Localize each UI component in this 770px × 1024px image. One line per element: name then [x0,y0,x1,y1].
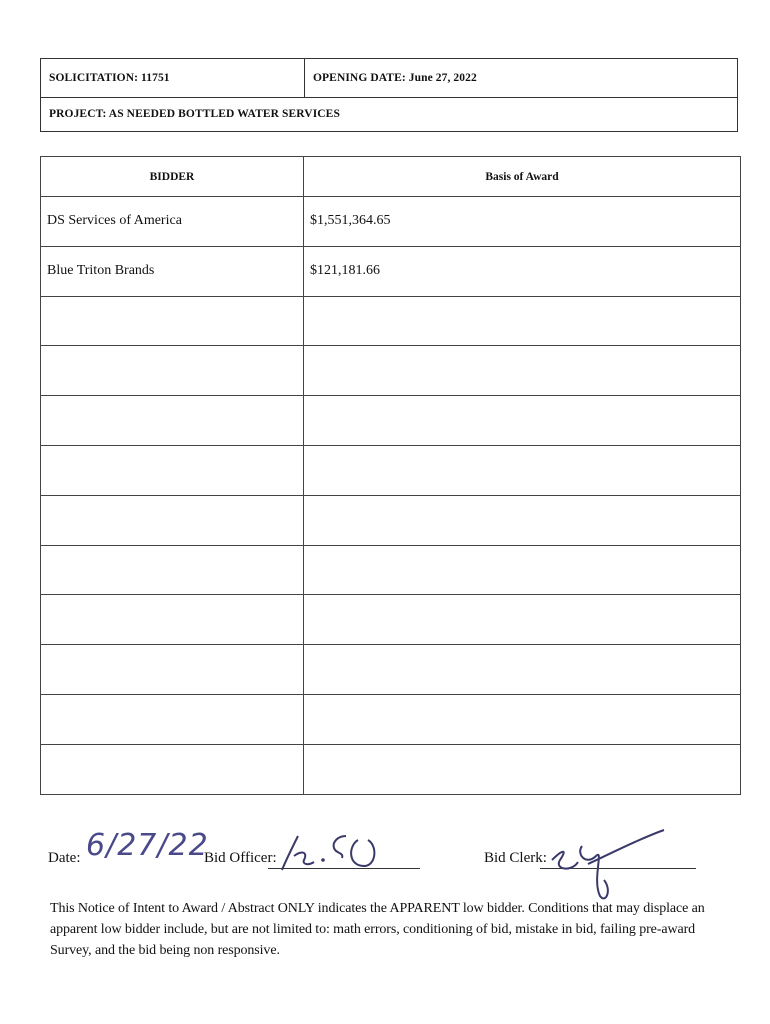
table-row [41,744,741,794]
basis-of-award-column-header: Basis of Award [304,157,741,197]
bidder-cell [41,595,304,645]
bidder-cell [41,545,304,595]
notice-text: This Notice of Intent to Award / Abstract ONLY indicates the APPARENT low bidder. Conditions that may displace an apparent low bidder include, but are not limited to: math errors, conditioning of bid, mistake in bid, failing pre-award Survey, and the bid being non responsive. [50,901,705,958]
award-cell [304,445,741,495]
signature-block [0,820,770,880]
solicitation-number: SOLICITATION: 11751 [41,59,305,97]
bid-clerk-signature [548,820,668,904]
date-label: Date: [48,850,81,866]
award-cell [304,346,741,396]
award-cell [304,545,741,595]
bid-officer-label: Bid Officer: [204,850,277,866]
bidder-cell [41,495,304,545]
bidder-cell [41,296,304,346]
table-row [41,545,741,595]
header-row-2 [41,97,737,131]
bidder-cell [41,396,304,446]
bidder-cell [41,645,304,695]
bidder-column-header: BIDDER [41,157,304,197]
bidder-cell [41,694,304,744]
bidder-cell: Blue Triton Brands [41,246,304,296]
table-row [41,495,741,545]
table-row [41,595,741,645]
solicitation-header [40,58,738,132]
table-row [41,197,741,247]
bid-officer-signature [278,826,388,874]
award-cell [304,296,741,346]
bidder-cell [41,445,304,495]
award-cell [304,595,741,645]
bidder-cell [41,346,304,396]
award-cell: $1,551,364.65 [304,197,741,247]
award-cell [304,495,741,545]
bidder-cell [41,744,304,794]
award-cell [304,694,741,744]
table-row [41,694,741,744]
header-row-1 [41,59,737,98]
table-row [41,445,741,495]
bid-clerk-label: Bid Clerk: [484,850,547,866]
table-row [41,346,741,396]
award-cell: $121,181.66 [304,246,741,296]
table-row [41,396,741,446]
bidder-cell: DS Services of America [41,197,304,247]
table-row [41,296,741,346]
bid-table [40,156,741,795]
project-title: PROJECT: AS NEEDED BOTTLED WATER SERVICES [49,108,340,120]
opening-date: OPENING DATE: June 27, 2022 [313,72,477,84]
date-value: 6/27/22 [86,828,209,863]
table-header-row [41,157,741,197]
award-cell [304,645,741,695]
table-row [41,645,741,695]
table-row [41,246,741,296]
award-cell [304,744,741,794]
award-cell [304,396,741,446]
